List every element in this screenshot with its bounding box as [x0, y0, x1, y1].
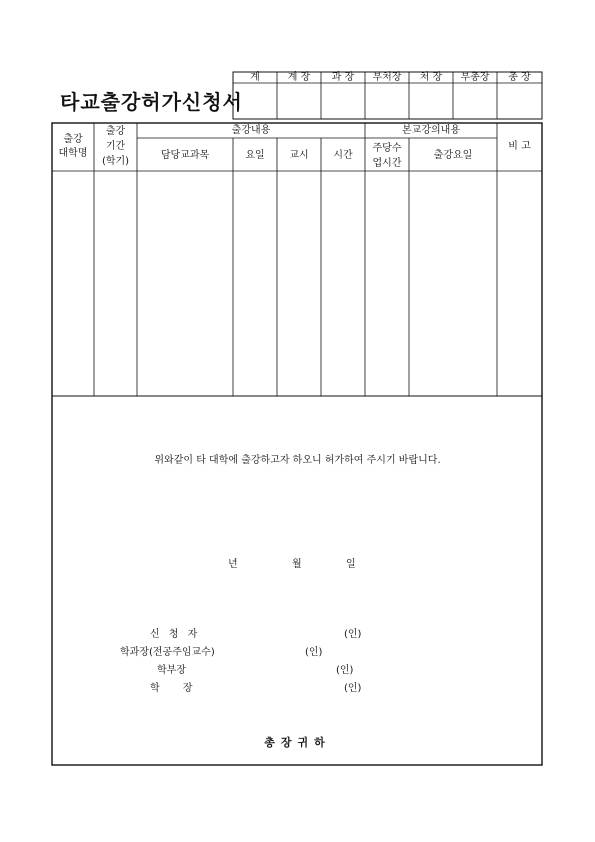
approval-sign-cell[interactable]: [453, 84, 497, 119]
header-weekly-hours: 주당수 업시간: [372, 143, 402, 169]
header-college-name: 출강 대학명: [58, 134, 88, 159]
header-subject: 담당교과목: [160, 150, 210, 161]
header-remark: 비 고: [508, 141, 531, 152]
seal-mark: (인): [305, 647, 323, 658]
cell-period[interactable]: [94, 172, 137, 396]
addressee: 총장귀하: [264, 736, 331, 749]
approval-sign-cell[interactable]: [321, 84, 365, 119]
date-month: 월: [292, 559, 302, 570]
seal-mark: (인): [344, 629, 362, 640]
approval-header: 계 장: [287, 72, 311, 83]
seal-mark: (인): [344, 683, 362, 694]
cell-day[interactable]: [233, 172, 277, 396]
document-title: 타교출강허가신청서: [60, 90, 243, 114]
signature-label-division-head: 학부장: [157, 665, 186, 676]
header-lecture-day: 출강요일: [433, 150, 473, 161]
seal-mark: (인): [336, 665, 354, 676]
signature-label-dept-head: 학과장(전공주임교수): [120, 647, 215, 658]
approval-header: 처 장: [419, 72, 443, 83]
signature-label-dean: 학 장: [150, 683, 193, 694]
cell-lecture-day[interactable]: [409, 172, 497, 396]
cell-subject[interactable]: [137, 172, 233, 396]
header-time: 시간: [333, 150, 353, 161]
approval-header: 부총장: [460, 72, 490, 83]
approval-sign-cell[interactable]: [365, 84, 409, 119]
header-lecture-group: 출강내용: [231, 125, 271, 136]
date-day: 일: [346, 559, 356, 570]
date-year: 년: [228, 559, 238, 570]
approval-sign-cell[interactable]: [409, 84, 453, 119]
header-period-slot: 교시: [289, 150, 309, 161]
cell-period-slot[interactable]: [277, 172, 321, 396]
header-period: 출강 기간 (학기): [101, 126, 130, 167]
approval-header: 부처장: [372, 72, 402, 83]
approval-sign-cell[interactable]: [233, 84, 277, 119]
approval-header: 계: [250, 72, 260, 83]
request-statement: 위와같이 타 대학에 출강하고자 하오니 허가하여 주시기 바랍니다.: [154, 455, 441, 466]
approval-sign-cell[interactable]: [277, 84, 321, 119]
signature-label-applicant: 신 청 자: [150, 629, 201, 640]
cell-remark[interactable]: [497, 172, 542, 396]
cell-college-name[interactable]: [52, 172, 94, 396]
approval-header: 과 장: [331, 72, 355, 83]
approval-header: 총 장: [508, 72, 531, 83]
header-day: 요일: [245, 150, 265, 161]
approval-sign-cell[interactable]: [497, 84, 542, 119]
header-home-group: 본교강의내용: [402, 125, 460, 136]
cell-weekly-hours[interactable]: [365, 172, 409, 396]
cell-time[interactable]: [321, 172, 365, 396]
